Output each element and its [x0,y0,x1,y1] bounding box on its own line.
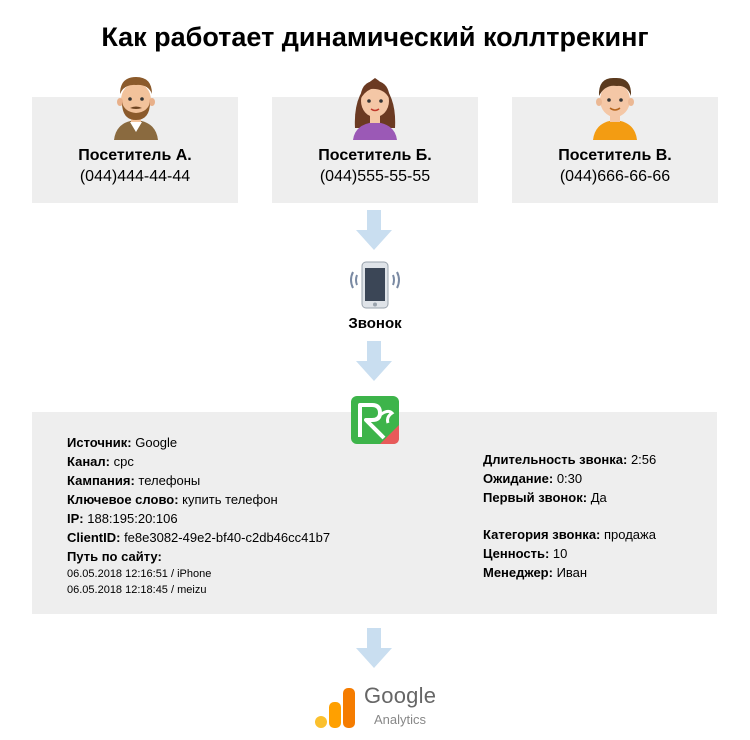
visitor-name: Посетитель А. [78,147,192,164]
info-row: ClientID: fe8e3082-49e2-bf40-c2db46cc41b7 [67,530,331,545]
info-row: Путь по сайту: [67,549,162,564]
info-row: Категория звонка: продажа [483,527,656,542]
info-row: Длительность звонка: 2:56 [483,452,657,467]
visitor-name: Посетитель В. [558,147,672,164]
page-title: Как работает динамический коллтрекинг [101,22,649,52]
info-row: Ценность: 10 [483,546,568,561]
info-row: Ключевое слово: купить телефон [67,492,278,507]
google-analytics-icon [313,686,357,730]
smartphone-ringing-icon [345,260,405,312]
info-row: Первый звонок: Да [483,490,607,505]
path-entry: 06.05.2018 12:18:45 / meizu [67,584,207,596]
info-row: Канал: cpc [67,454,134,469]
woman-icon [347,72,403,140]
visitor-phone: (044)666-66-66 [559,168,671,185]
session-info [67,433,330,598]
info-row: Источник: Google [67,435,178,450]
call-details [483,450,656,582]
arrow-down-icon [354,628,394,670]
google-brand-text: Google [364,683,437,708]
visitor-phone: (044)444-44-44 [79,168,191,185]
analytics-product-text: Analytics [374,712,427,727]
info-row: Ожидание: 0:30 [483,471,583,486]
young-man-icon [587,72,643,140]
visitor-name: Посетитель Б. [318,147,432,164]
bearded-man-icon [108,72,164,140]
arrow-down-icon [354,210,394,252]
call-label: Звонок [348,315,402,332]
info-row: Кампания: телефоны [67,473,201,488]
info-row: IP: 188:195:20:106 [67,511,178,526]
ringostat-logo-icon [350,395,400,445]
info-row: Менеджер: Иван [483,565,588,580]
path-entry: 06.05.2018 12:16:51 / iPhone [67,568,212,580]
arrow-down-icon [354,341,394,383]
visitor-phone: (044)555-55-55 [319,168,431,185]
